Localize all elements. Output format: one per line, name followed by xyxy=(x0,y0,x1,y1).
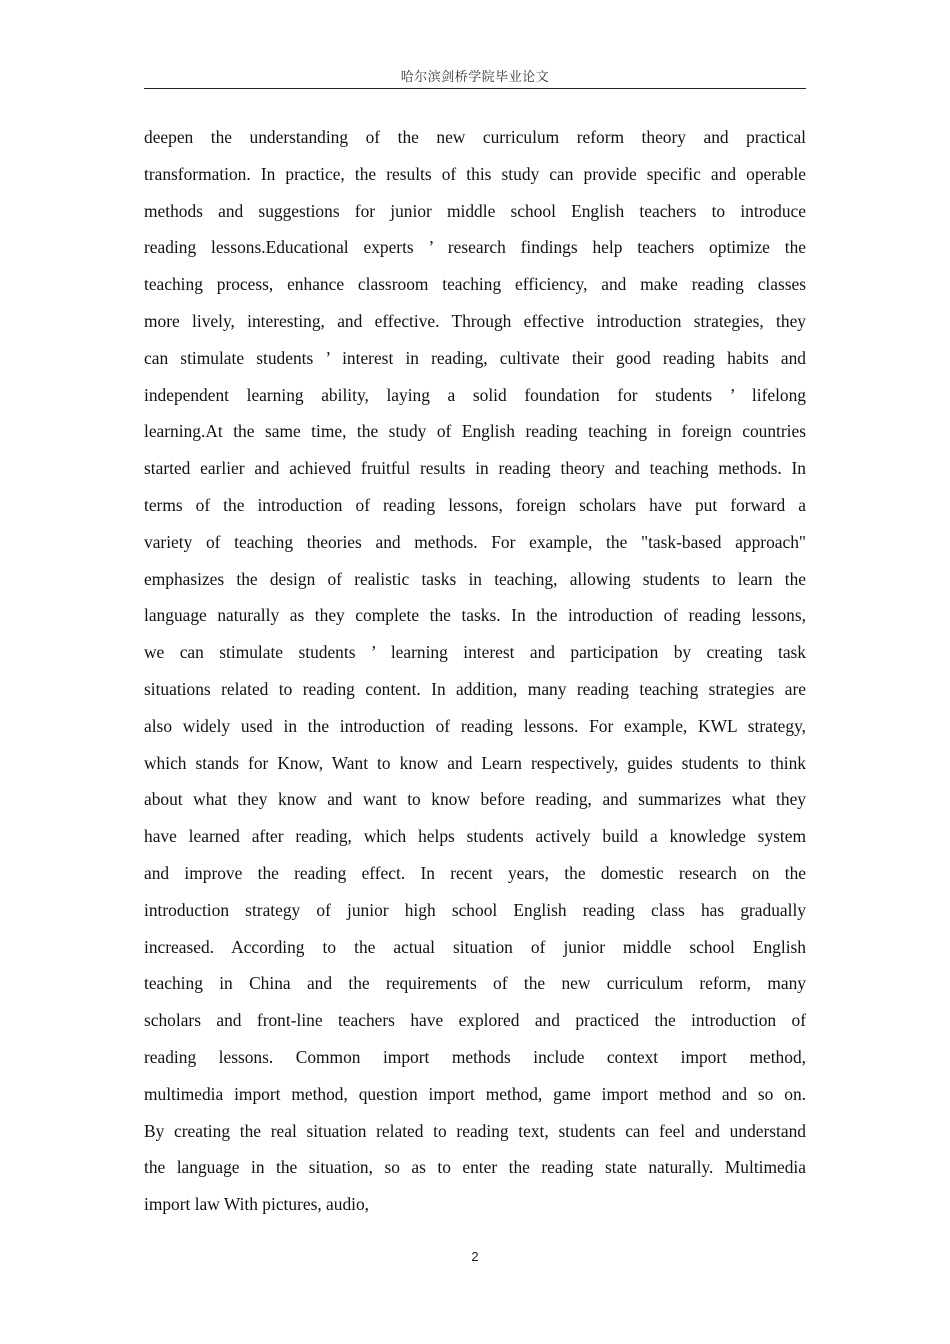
text-line: methods and suggestions for junior middle school English teachers to introduce xyxy=(144,200,806,221)
text-line: language naturally as they complete the tasks. In the introduction of reading lessons, xyxy=(144,605,806,626)
text-line: which stands for Know, Want to know and Learn respectively, guides students to think xyxy=(144,752,806,773)
text-line: scholars and front-line teachers have explored and practiced the introduction of xyxy=(144,1010,806,1031)
text-line: emphasizes the design of realistic tasks in teaching, allowing students to learn the xyxy=(144,568,806,589)
text-line: reading lessons. Common import methods include context import method, xyxy=(144,1046,806,1067)
text-line: multimedia import method, question import method, game import method and so on. xyxy=(144,1083,806,1104)
text-line: import law With pictures, audio, xyxy=(144,1194,370,1215)
text-line: teaching process, enhance classroom teaching efficiency, and make reading classes xyxy=(144,274,806,295)
text-line: By creating the real situation related to reading text, students can feel and understand xyxy=(144,1120,806,1141)
running-header: 哈尔滨剑桥学院毕业论文 xyxy=(400,70,550,85)
body-text xyxy=(144,119,806,1223)
text-line: transformation. In practice, the results of this study can provide specific and operable xyxy=(144,163,806,184)
page-number: 2 xyxy=(471,1249,479,1264)
text-line: terms of the introduction of reading lessons, foreign scholars have put forward a xyxy=(144,494,806,515)
text-line: introduction strategy of junior high school English reading class has gradually xyxy=(144,899,806,920)
text-line: about what they know and want to know before reading, and summarizes what they xyxy=(144,789,806,810)
text-line: and improve the reading effect. In recent years, the domestic research on the xyxy=(144,862,806,883)
text-line: learning.At the same time, the study of English reading teaching in foreign countries xyxy=(144,421,806,442)
text-line: teaching in China and the requirements of the new curriculum reform, many xyxy=(144,973,806,994)
header-divider xyxy=(144,88,806,89)
text-line: variety of teaching theories and methods. For example, the "task-based approach" xyxy=(144,531,806,552)
text-line: increased. According to the actual situation of junior middle school English xyxy=(144,936,806,957)
text-line: started earlier and achieved fruitful results in reading theory and teaching methods. In xyxy=(144,458,806,479)
text-line: deepen the understanding of the new curriculum reform theory and practical xyxy=(144,127,806,147)
text-line: have learned after reading, which helps students actively build a knowledge system xyxy=(144,826,806,847)
text-line: also widely used in the introduction of reading lessons. For example, KWL strategy, xyxy=(144,715,806,736)
text-line: independent learning ability, laying a solid foundation for students ’ lifelong xyxy=(144,384,806,405)
text-line: can stimulate students ’ interest in reading, cultivate their good reading habits and xyxy=(144,347,806,368)
text-line: we can stimulate students ’ learning interest and participation by creating task xyxy=(144,642,806,663)
text-line: more lively, interesting, and effective. Through effective introduction strategies, they xyxy=(144,310,806,331)
text-line: reading lessons.Educational experts ’ research findings help teachers optimize the xyxy=(144,237,806,258)
text-line: situations related to reading content. In addition, many reading teaching strategies are xyxy=(144,678,806,699)
text-line: the language in the situation, so as to enter the reading state naturally. Multimedia xyxy=(144,1157,806,1178)
